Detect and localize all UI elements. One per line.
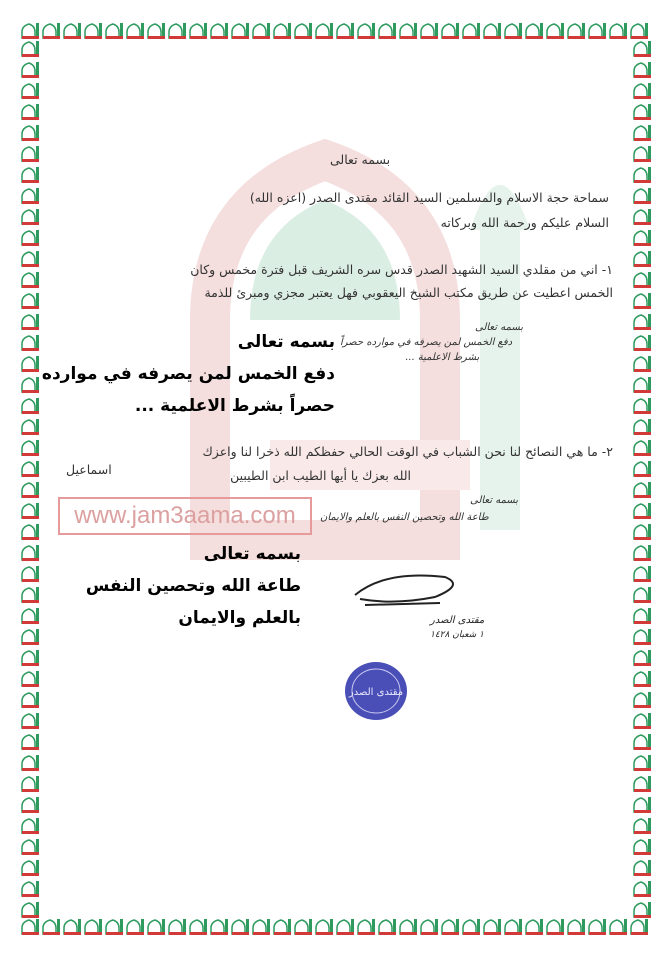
mosque-tile-icon bbox=[20, 710, 41, 731]
mosque-tile-icon bbox=[398, 20, 419, 41]
mosque-tile-icon bbox=[20, 500, 41, 521]
mosque-tile-icon bbox=[419, 20, 440, 41]
mosque-tile-icon bbox=[632, 206, 653, 227]
mosque-tile-icon bbox=[251, 916, 272, 937]
left-border bbox=[20, 38, 38, 915]
mosque-tile-icon bbox=[632, 647, 653, 668]
mosque-tile-icon bbox=[62, 916, 83, 937]
mosque-tile-icon bbox=[20, 248, 41, 269]
mosque-tile-icon bbox=[20, 773, 41, 794]
handwritten-answer1: بسمه تعالى bbox=[475, 322, 524, 333]
mosque-tile-icon bbox=[632, 437, 653, 458]
mosque-tile-icon bbox=[20, 185, 41, 206]
mosque-tile-icon bbox=[230, 20, 251, 41]
mosque-tile-icon bbox=[20, 164, 41, 185]
mosque-tile-icon bbox=[419, 916, 440, 937]
mosque-tile-icon bbox=[146, 916, 167, 937]
mosque-tile-icon bbox=[20, 689, 41, 710]
answer1-line: حصراً بشرط الاعلمية ... bbox=[134, 396, 335, 416]
mosque-tile-icon bbox=[632, 80, 653, 101]
mosque-tile-icon bbox=[209, 916, 230, 937]
answer2-line: طاعة الله وتحصين النفس bbox=[85, 576, 301, 596]
mosque-tile-icon bbox=[20, 479, 41, 500]
mosque-tile-icon bbox=[632, 689, 653, 710]
mosque-tile-icon bbox=[545, 20, 566, 41]
mosque-tile-icon bbox=[632, 332, 653, 353]
mosque-tile-icon bbox=[20, 899, 41, 920]
mosque-tile-icon bbox=[632, 101, 653, 122]
greeting-line: السلام عليكم ورحمة الله وبركاته bbox=[440, 215, 609, 230]
sender-name: اسماعيل bbox=[66, 462, 112, 477]
question1-line: الخمس اعطيت عن طريق مكتب الشيخ اليعقوبي فهل يعتبر مجزي ومبرئ للذمة bbox=[204, 285, 613, 300]
mosque-tile-icon bbox=[20, 38, 41, 59]
answer1-line: دفع الخمس لمن يصرفه في موارده bbox=[41, 364, 335, 384]
mosque-tile-icon bbox=[20, 80, 41, 101]
answer2-line: بسمه تعالى bbox=[203, 544, 301, 564]
mosque-tile-icon bbox=[632, 311, 653, 332]
mosque-tile-icon bbox=[632, 836, 653, 857]
mosque-tile-icon bbox=[20, 521, 41, 542]
right-border bbox=[632, 38, 650, 915]
mosque-tile-icon bbox=[524, 916, 545, 937]
bottom-border bbox=[20, 916, 650, 934]
mosque-tile-icon bbox=[209, 20, 230, 41]
mosque-tile-icon bbox=[482, 20, 503, 41]
heading: بسمه تعالى bbox=[330, 152, 391, 167]
mosque-tile-icon bbox=[632, 500, 653, 521]
mosque-tile-icon bbox=[632, 521, 653, 542]
mosque-tile-icon bbox=[632, 626, 653, 647]
mosque-tile-icon bbox=[125, 20, 146, 41]
mosque-tile-icon bbox=[356, 20, 377, 41]
question1-line: ١- اني من مقلدي السيد الشهيد الصدر قدس سره الشريف قبل فترة مخمس وكان bbox=[190, 262, 613, 277]
mosque-tile-icon bbox=[566, 916, 587, 937]
mosque-tile-icon bbox=[20, 101, 41, 122]
mosque-tile-icon bbox=[20, 332, 41, 353]
mosque-tile-icon bbox=[20, 752, 41, 773]
mosque-tile-icon bbox=[632, 227, 653, 248]
top-border bbox=[20, 20, 650, 38]
mosque-tile-icon bbox=[587, 20, 608, 41]
typed-answer2 bbox=[86, 538, 301, 634]
mosque-tile-icon bbox=[20, 626, 41, 647]
mosque-tile-icon bbox=[188, 916, 209, 937]
mosque-tile-icon bbox=[20, 290, 41, 311]
mosque-tile-icon bbox=[632, 773, 653, 794]
mosque-tile-icon bbox=[335, 916, 356, 937]
mosque-tile-icon bbox=[632, 731, 653, 752]
mosque-tile-icon bbox=[632, 857, 653, 878]
mosque-tile-icon bbox=[398, 916, 419, 937]
mosque-tile-icon bbox=[230, 916, 251, 937]
mosque-tile-icon bbox=[440, 916, 461, 937]
mosque-tile-icon bbox=[461, 20, 482, 41]
mosque-tile-icon bbox=[188, 20, 209, 41]
mosque-tile-icon bbox=[20, 437, 41, 458]
mosque-tile-icon bbox=[272, 916, 293, 937]
mosque-tile-icon bbox=[20, 122, 41, 143]
handwritten-answer1: دفع الخمس لمن يصرفه في موارده حصراً bbox=[340, 337, 513, 348]
mosque-tile-icon bbox=[632, 899, 653, 920]
watermark-url: www.jam3aama.com bbox=[58, 497, 312, 535]
mosque-tile-icon bbox=[20, 836, 41, 857]
mosque-tile-icon bbox=[632, 374, 653, 395]
mosque-tile-icon bbox=[632, 248, 653, 269]
mosque-tile-icon bbox=[503, 916, 524, 937]
mosque-tile-icon bbox=[104, 20, 125, 41]
handwritten-answer1: بشرط الاعلمية ... bbox=[405, 352, 480, 363]
mosque-tile-icon bbox=[632, 542, 653, 563]
signature-date: ١ شعبان ١٤٢٨ bbox=[430, 630, 484, 640]
mosque-tile-icon bbox=[632, 269, 653, 290]
mosque-tile-icon bbox=[20, 395, 41, 416]
mosque-tile-icon bbox=[632, 563, 653, 584]
mosque-tile-icon bbox=[20, 815, 41, 836]
mosque-tile-icon bbox=[632, 185, 653, 206]
mosque-tile-icon bbox=[524, 20, 545, 41]
mosque-tile-icon bbox=[632, 122, 653, 143]
mosque-tile-icon bbox=[632, 290, 653, 311]
mosque-tile-icon bbox=[632, 710, 653, 731]
mosque-tile-icon bbox=[632, 416, 653, 437]
mosque-tile-icon bbox=[632, 164, 653, 185]
mosque-tile-icon bbox=[632, 479, 653, 500]
typed-answer1 bbox=[42, 326, 335, 422]
mosque-tile-icon bbox=[20, 143, 41, 164]
mosque-tile-icon bbox=[83, 916, 104, 937]
mosque-tile-icon bbox=[20, 311, 41, 332]
mosque-tile-icon bbox=[608, 20, 629, 41]
question2-line: الله بعزك يا أيها الطيب ابن الطيبين bbox=[230, 468, 411, 483]
mosque-tile-icon bbox=[125, 916, 146, 937]
mosque-tile-icon bbox=[377, 20, 398, 41]
mosque-tile-icon bbox=[632, 605, 653, 626]
mosque-tile-icon bbox=[482, 916, 503, 937]
mosque-tile-icon bbox=[377, 916, 398, 937]
mosque-tile-icon bbox=[62, 20, 83, 41]
mosque-tile-icon bbox=[167, 20, 188, 41]
mosque-tile-icon bbox=[632, 584, 653, 605]
mosque-tile-icon bbox=[41, 20, 62, 41]
mosque-tile-icon bbox=[632, 815, 653, 836]
mosque-tile-icon bbox=[20, 542, 41, 563]
mosque-tile-icon bbox=[104, 916, 125, 937]
mosque-tile-icon bbox=[20, 857, 41, 878]
mosque-tile-icon bbox=[20, 794, 41, 815]
mosque-tile-icon bbox=[314, 20, 335, 41]
mosque-tile-icon bbox=[632, 752, 653, 773]
mosque-tile-icon bbox=[272, 20, 293, 41]
mosque-tile-icon bbox=[167, 916, 188, 937]
mosque-tile-icon bbox=[314, 916, 335, 937]
mosque-tile-icon bbox=[503, 20, 524, 41]
question2-line: ٢- ما هي النصائح لنا نحن الشباب في الوقت الحالي حفظكم الله ذخرا لنا واعزك bbox=[202, 444, 613, 459]
handwritten-answer2: طاعة الله وتحصين النفس بالعلم والايمان bbox=[320, 512, 489, 523]
mosque-tile-icon bbox=[632, 38, 653, 59]
mosque-tile-icon bbox=[20, 206, 41, 227]
mosque-tile-icon bbox=[632, 668, 653, 689]
mosque-tile-icon bbox=[20, 269, 41, 290]
mosque-tile-icon bbox=[20, 374, 41, 395]
handwritten-answer2: بسمه تعالى bbox=[470, 495, 519, 506]
mosque-tile-icon bbox=[41, 916, 62, 937]
mosque-tile-icon bbox=[335, 20, 356, 41]
official-stamp bbox=[343, 660, 409, 722]
mosque-tile-icon bbox=[20, 227, 41, 248]
mosque-tile-icon bbox=[632, 878, 653, 899]
mosque-tile-icon bbox=[20, 647, 41, 668]
signature-name: مقتدى الصدر bbox=[430, 615, 485, 626]
mosque-tile-icon bbox=[608, 916, 629, 937]
mosque-tile-icon bbox=[632, 794, 653, 815]
mosque-tile-icon bbox=[632, 353, 653, 374]
mosque-tile-icon bbox=[20, 353, 41, 374]
stamp-text: مقتدى الصدر bbox=[348, 687, 404, 698]
mosque-tile-icon bbox=[20, 878, 41, 899]
address-line: سماحة حجة الاسلام والمسلمين السيد القائد مقتدى الصدر (اعزه الله) bbox=[249, 190, 609, 205]
mosque-tile-icon bbox=[632, 143, 653, 164]
mosque-tile-icon bbox=[20, 416, 41, 437]
mosque-tile-icon bbox=[251, 20, 272, 41]
mosque-tile-icon bbox=[146, 20, 167, 41]
mosque-tile-icon bbox=[545, 916, 566, 937]
mosque-tile-icon bbox=[293, 916, 314, 937]
mosque-tile-icon bbox=[20, 731, 41, 752]
mosque-tile-icon bbox=[20, 584, 41, 605]
mosque-tile-icon bbox=[20, 563, 41, 584]
mosque-tile-icon bbox=[20, 59, 41, 80]
mosque-tile-icon bbox=[632, 458, 653, 479]
mosque-tile-icon bbox=[632, 395, 653, 416]
mosque-tile-icon bbox=[461, 916, 482, 937]
mosque-tile-icon bbox=[356, 916, 377, 937]
signature bbox=[345, 565, 485, 645]
mosque-tile-icon bbox=[632, 59, 653, 80]
mosque-tile-icon bbox=[20, 668, 41, 689]
mosque-tile-icon bbox=[587, 916, 608, 937]
mosque-tile-icon bbox=[20, 458, 41, 479]
mosque-tile-icon bbox=[293, 20, 314, 41]
answer1-line: بسمه تعالى bbox=[237, 332, 335, 352]
mosque-tile-icon bbox=[83, 20, 104, 41]
mosque-tile-icon bbox=[440, 20, 461, 41]
mosque-tile-icon bbox=[20, 605, 41, 626]
mosque-tile-icon bbox=[566, 20, 587, 41]
answer2-line: بالعلم والايمان bbox=[178, 608, 301, 628]
